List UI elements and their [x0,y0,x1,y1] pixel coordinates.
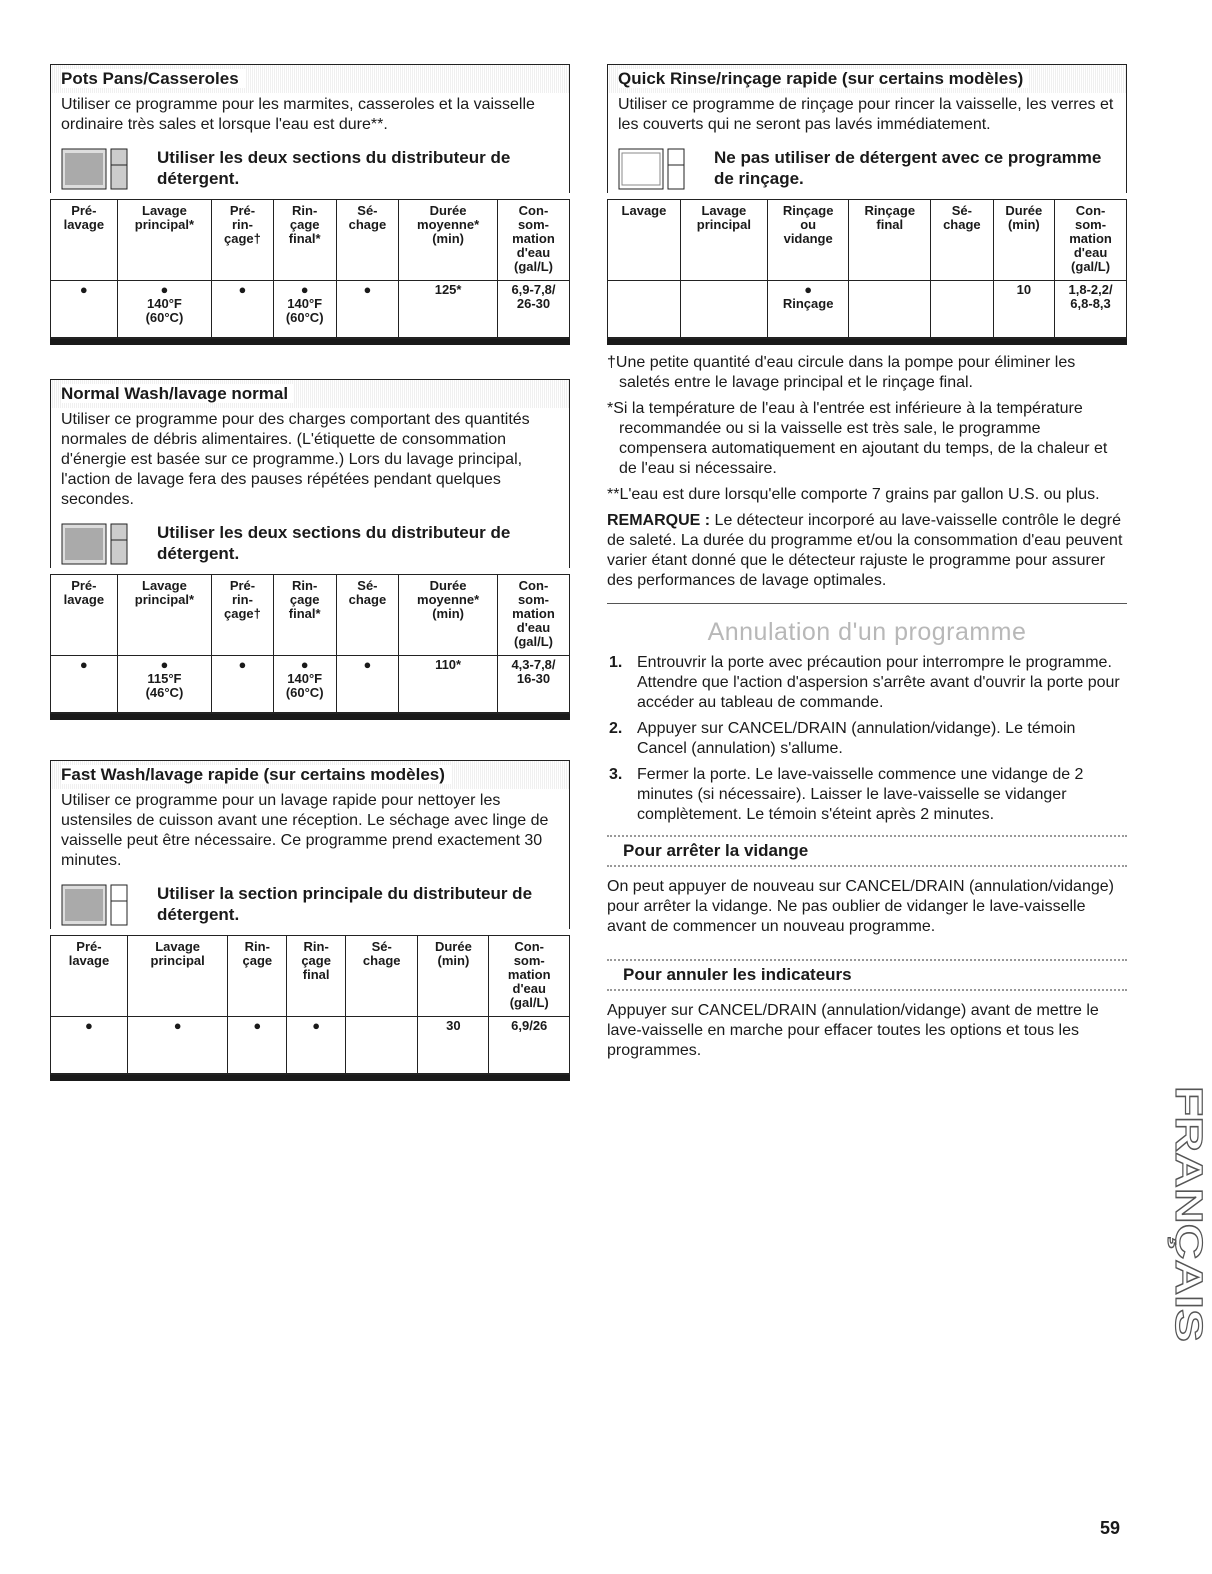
section-bar [50,1075,570,1081]
table-header: Durée moyenne* (min) [399,575,498,656]
cycle-body [50,93,570,193]
table-header-row [51,575,569,656]
table-cell [346,1017,418,1074]
list-item [607,653,1127,713]
cycle-normal-wash [50,379,570,720]
table-cell [931,281,994,338]
table-cell: ● 140°F (60°C) [273,281,336,338]
table-cell: 110* [399,656,498,713]
cycle-fast-wash [50,760,570,1081]
table-cell [680,281,767,338]
cycle-body [607,93,1127,193]
step-text: Fermer la porte. Le lave-vaisselle commence une vidange de 2 minutes (si nécessaire). Laisser le lave-vaisselle se vidanger complètement. Le témoin s'éteint après 2 minutes. [637,766,1084,823]
table-cell: ● 140°F (60°C) [273,656,336,713]
table-cell: ● Rinçage [767,281,849,338]
detergent-instruction [618,145,1116,193]
cycle-title: Quick Rinse/rinçage rapide (sur certains modèles) [607,64,1127,93]
table-header: Rinçage ou vidange [767,200,849,281]
table-header: Rin- çage final* [273,575,336,656]
section-bar [50,339,570,345]
remark [607,511,1127,591]
detergent-text: Utiliser la section principale du distributeur de détergent. [157,884,533,924]
detergent-dispenser-empty-icon [618,145,688,193]
table-cell: ● [212,281,274,338]
spec-table [51,574,569,713]
table-header: Lavage principal* [117,200,212,281]
table-header: Rin- çage final* [273,200,336,281]
table-header: Con- som- mation d'eau (gal/L) [497,575,569,656]
table-header: Durée (min) [993,200,1054,281]
cycle-description: Utiliser ce programme pour des charges comportant des quantités normales de débris alimentaires. (L'étiquette de consommation d'énergie est basée sur ce programme.) Lors du lavage principal, l'action de lavage fera des pauses répétées pendant quelques secondes. [61,411,530,508]
subheading-stop-drain: Pour arrêter la vidange [607,835,1127,867]
stop-drain-text: On peut appuyer de nouveau sur CANCEL/DRAIN (annulation/vidange) pour arrêter la vidange. Ne pas oublier de vidanger le lave-vaisselle avant de commencer un nouveau programme. [607,878,1114,935]
section-bar [50,714,570,720]
spec-table-wrap [607,199,1127,339]
table-header: Con- som- mation d'eau (gal/L) [497,200,569,281]
table-header: Pré- lavage [51,575,117,656]
table-header: Rinçage final [849,200,931,281]
table-cell: ● [51,281,117,338]
step-number: 2. [609,720,623,737]
footnotes [607,353,1127,505]
table-cell: 125* [399,281,498,338]
step-text: Appuyer sur CANCEL/DRAIN (annulation/vidange). Le témoin Cancel (annulation) s'allume. [637,720,1076,757]
table-header: Lavage [608,200,680,281]
table-header: Durée moyenne* (min) [399,200,498,281]
table-cell: ● [287,1017,346,1074]
table-header-row [51,936,569,1017]
table-row [608,281,1126,338]
side-tab-label: FRANÇAIS [1167,1086,1209,1283]
table-header: Rin- çage final [287,936,346,1017]
table-cell: ● [228,1017,287,1074]
table-header: Sé- chage [346,936,418,1017]
table-header: Lavage principal* [117,575,212,656]
detergent-instruction [61,145,559,193]
table-header: Rin- çage [228,936,287,1017]
remark-label: REMARQUE : [607,512,711,529]
footnote: †Une petite quantité d'eau circule dans la pompe pour éliminer les saletés entre le lavage principal et le rinçage final. [607,354,1076,391]
list-item [607,719,1127,759]
right-column [607,64,1127,1061]
table-header: Pré- lavage [51,200,117,281]
table-cell [849,281,931,338]
list-item [607,765,1127,825]
spec-table-wrap [50,199,570,339]
table-cell: ● 140°F (60°C) [117,281,212,338]
table-row [51,281,569,338]
footnote: *Si la température de l'eau à l'entrée est inférieure à la température recommandée ou si la vaisselle est très sale, le programme compensera automatiquement en ajoutant du temps, de la chaleur et de l'eau si nécessaire. [607,400,1108,477]
table-cell: ● [51,656,117,713]
table-header: Con- som- mation d'eau (gal/L) [1055,200,1126,281]
table-cell: ● [127,1017,228,1074]
page-number: 59 [1100,1518,1121,1538]
cycle-title: Pots Pans/Casseroles [50,64,570,93]
cycle-quick-rinse [607,64,1127,345]
table-cell: 1,8-2,2/ 6,8-8,3 [1055,281,1126,338]
table-cell: 6,9-7,8/ 26-30 [497,281,569,338]
cycle-description: Utiliser ce programme pour les marmites, casseroles et la vaisselle ordinaire très sales et lorsque l'eau est dure**. [61,96,535,133]
remark-text: Le détecteur incorporé au lave-vaisselle contrôle le degré de saleté. La durée du programme et/ou la consommation d'eau peuvent varier étant donné que le détecteur rajuste le programme pour assurer des performances de lavage optimales. [607,512,1123,589]
detergent-dispenser-main-icon [61,881,131,929]
table-cell: ● 115°F (46°C) [117,656,212,713]
spec-table-wrap [50,574,570,714]
detergent-text: Ne pas utiliser de détergent avec ce programme de rinçage. [714,148,1102,188]
detergent-instruction [61,520,559,568]
table-header: Sé- chage [931,200,994,281]
subheading-cancel-indicators: Pour annuler les indicateurs [607,959,1127,991]
cancel-indicators-text: Appuyer sur CANCEL/DRAIN (annulation/vidange) avant de mettre le lave-vaisselle en marche pour effacer toutes les options et tous les programmes. [607,1002,1099,1059]
footnote: **L'eau est dure lorsqu'elle comporte 7 grains par gallon U.S. ou plus. [607,486,1100,503]
table-header-row [608,200,1126,281]
divider [607,603,1127,604]
detergent-instruction [61,881,559,929]
left-column [50,64,570,1107]
table-row [51,656,569,713]
spec-table-wrap [50,935,570,1075]
detergent-dispenser-both-icon [61,520,131,568]
cycle-title: Normal Wash/lavage normal [50,379,570,408]
section-heading-cancel: Annulation d'un programme [707,618,1027,646]
table-cell: 4,3-7,8/ 16-30 [497,656,569,713]
step-number: 3. [609,766,623,783]
table-header: Sé- chage [336,200,399,281]
table-header: Con- som- mation d'eau (gal/L) [489,936,569,1017]
detergent-dispenser-both-icon [61,145,131,193]
step-number: 1. [609,654,623,671]
table-header-row [51,200,569,281]
table-cell: 10 [993,281,1054,338]
spec-table [51,199,569,338]
table-cell [608,281,680,338]
cycle-title: Fast Wash/lavage rapide (sur certains modèles) [50,760,570,789]
table-cell: ● [336,281,399,338]
section-bar [607,339,1127,345]
table-header: Pré- rin- çage† [212,575,274,656]
detergent-text: Utiliser les deux sections du distributeur de détergent. [157,523,511,563]
table-header: Durée (min) [418,936,489,1017]
cycle-body [50,408,570,568]
detergent-text: Utiliser les deux sections du distributeur de détergent. [157,148,511,188]
cycle-description: Utiliser ce programme de rinçage pour rincer la vaisselle, les verres et les couverts qui ne seront pas lavés immédiatement. [618,96,1114,133]
cycle-pots-pans [50,64,570,345]
table-header: Lavage principal [680,200,767,281]
language-side-tab [1148,1084,1209,1344]
cycle-description: Utiliser ce programme pour un lavage rapide pour nettoyer les ustensiles de cuisson avant une réception. Le séchage avec linge de vaisselle peut être nécessaire. Ce programme prend exactement 30 minutes. [61,792,549,869]
table-cell: 30 [418,1017,489,1074]
table-cell: ● [51,1017,127,1074]
table-header: Pré- rin- çage† [212,200,274,281]
spec-table [608,199,1126,338]
cycle-body [50,789,570,929]
step-text: Entrouvrir la porte avec précaution pour interrompre le programme. Attendre que l'action d'aspersion s'arrête avant d'ouvrir la porte pour accéder au tableau de commande. [637,654,1120,711]
cancel-steps [607,653,1127,825]
table-header: Pré- lavage [51,936,127,1017]
table-row [51,1017,569,1074]
table-cell: 6,9/26 [489,1017,569,1074]
table-header: Lavage principal [127,936,228,1017]
spec-table [51,935,569,1074]
table-cell: ● [212,656,274,713]
table-header: Sé- chage [336,575,399,656]
table-cell: ● [336,656,399,713]
